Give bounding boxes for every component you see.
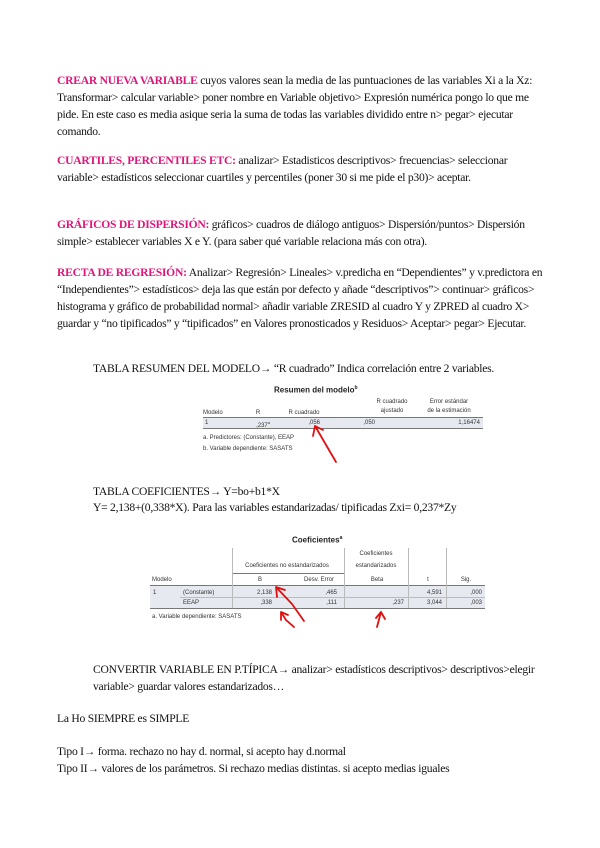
row-error: 1,16474 [458,420,480,426]
ho-line: La Ho SIEMPRE es SIMPLE [57,712,190,725]
coef-row1-b: 2,138 [256,590,272,596]
row-r-cuadrado: ,056 [308,420,320,426]
coef-row1-error: ,465 [325,590,337,596]
cuartiles-paragraph [57,152,547,186]
header-r-cuadrado-ajustado-1: R cuadrado [376,399,408,405]
coef-row-sep [180,597,485,598]
red-arrow-beta [376,612,385,627]
table-rule-bottom [203,428,483,429]
red-arrow-r-cuadrado [313,426,336,462]
coef-vline-3 [408,548,409,608]
coef-note: a. Variable dependiente: SASATS [152,614,242,620]
crear-variable-text: cuyos valores sean la media de las puntuaciones de las variables Xi a la Xz: Transformar> calcular variable> poner nombre en Variable objetivo> Expresión numérica pongo lo que me pide. En este caso es media asique seria la suma de todas las variables dividido entre n> pegar> ejecutar comando. [57,74,533,138]
red-arrow-b-eeap [281,612,294,627]
tabla-resumen-caption: TABLA RESUMEN DEL MODELO→ “R cuadrado” Indica correlación entre 2 variables. [93,362,495,375]
tipo2-line: Tipo II→ valores de los parámetros. Si rechazo medias distintas. si acepto medias iguales [57,762,450,775]
coef-header-modelo: Modelo [152,577,172,583]
recta-text: Analizar> Regresión> Lineales> v.predicha en “Dependientes” y v.predictora en “Independientes”> estadísticos> deja las que están por defecto y añade “descriptivos”> continuar> gráficos> histograma y gráfico de probabilidad normal> añadir variable ZRESID al cuadro Y y ZPRED al cuadro X> guardar y “no tipificados” y “tipificados” en Valores pronosticados y Residuos> Aceptar> pegar> Ejecutar. [57,266,543,330]
resumen-note-a: a. Predictores: (Constante), EEAP [203,435,295,441]
cuartiles-text: analizar> Estadisticos descriptivos> frecuencias> seleccionar variable> estadísticos seleccionar cuartiles y percentiles (poner 30 si me pide el p30)> aceptar. [57,154,508,184]
group-no-std: Coeficientes no estandarizados [245,563,329,569]
coef-row2-b: ,338 [260,600,272,606]
coef-row1-t: 4,591 [426,590,442,596]
tabla-coeficientes-caption: TABLA COEFICIENTES→ Y=bo+b1*X [93,485,280,498]
header-error-2: de la estimación [427,408,471,414]
crear-variable-heading: CREAR NUEVA VARIABLE [57,74,198,87]
coeficientes-title: Coeficientes$^a$ [292,535,343,545]
row-modelo: 1 [205,420,209,426]
coef-rule-bottom [150,608,485,609]
row-r-cuadrado-ajustado: ,050 [363,420,375,426]
graficos-text: gráficos> cuadros de diálogo antiguos> Dispersión/puntos> Dispersión simple> establecer variables X e Y. (para saber qué variable relaciona más con otra). [57,218,525,248]
coef-header-error: Desv. Error [304,577,334,583]
graficos-paragraph [57,216,547,250]
recta-heading: RECTA DE REGRESIÓN: [57,266,187,279]
group-std-1: Coeficientes [359,551,393,557]
coef-header-b: B [257,577,262,583]
group-rule [232,573,344,574]
coef-row2-error: ,111 [326,600,337,606]
coef-row2-t: 3,044 [426,600,442,606]
coef-row2-label: EEAP [183,600,200,606]
coef-vline-4 [446,548,447,608]
cuartiles-heading: CUARTILES, PERCENTILES ETC: [57,154,236,167]
crear-variable-paragraph [57,72,547,140]
coef-header-t: t [427,577,429,583]
coef-row1-modelo: 1 [153,590,157,596]
coef-vline-2 [344,548,345,608]
header-r: R [255,410,261,416]
tipo1-line: Tipo I→ forma. rechazo no hay d. normal, si acepto hay d.normal [57,745,346,758]
coef-row1-label: (Constante) [183,590,215,596]
coef-vline-1 [232,548,233,608]
header-r-cuadrado: R cuadrado [288,410,320,416]
convertir-paragraph: CONVERTIR VARIABLE EN P.TÍPICA→ analizar> estadísticos descriptivos> descriptivos>elegir variable> guardar valores estandarizados… [93,663,535,693]
coef-row2-sig: ,003 [470,600,482,606]
header-modelo: Modelo [203,410,223,416]
resumen-title: Resumen del modelo$^b$ [274,385,358,395]
coef-row2-beta: ,237 [392,600,404,606]
resumen-note-b: b. Variable dependiente: SASATS [203,446,293,452]
group-std-2: estandarizados [355,563,397,569]
coef-row1-sig: ,000 [470,590,482,596]
header-r-cuadrado-ajustado-2: ajustado [380,408,404,414]
recta-paragraph [57,264,547,332]
graficos-heading: GRÁFICOS DE DISPERSIÓN: [57,218,210,231]
coef-header-beta: Beta [370,577,384,583]
header-error-1: Error estándar [429,399,469,405]
formula-line: Y= 2,138+(0,338*X). Para las variables estandarizadas/ tipificadas Zxi= 0,237*Zy [93,501,457,514]
coef-header-sig: Sig. [460,577,472,583]
row-r: ,237$^a$ [256,420,270,429]
